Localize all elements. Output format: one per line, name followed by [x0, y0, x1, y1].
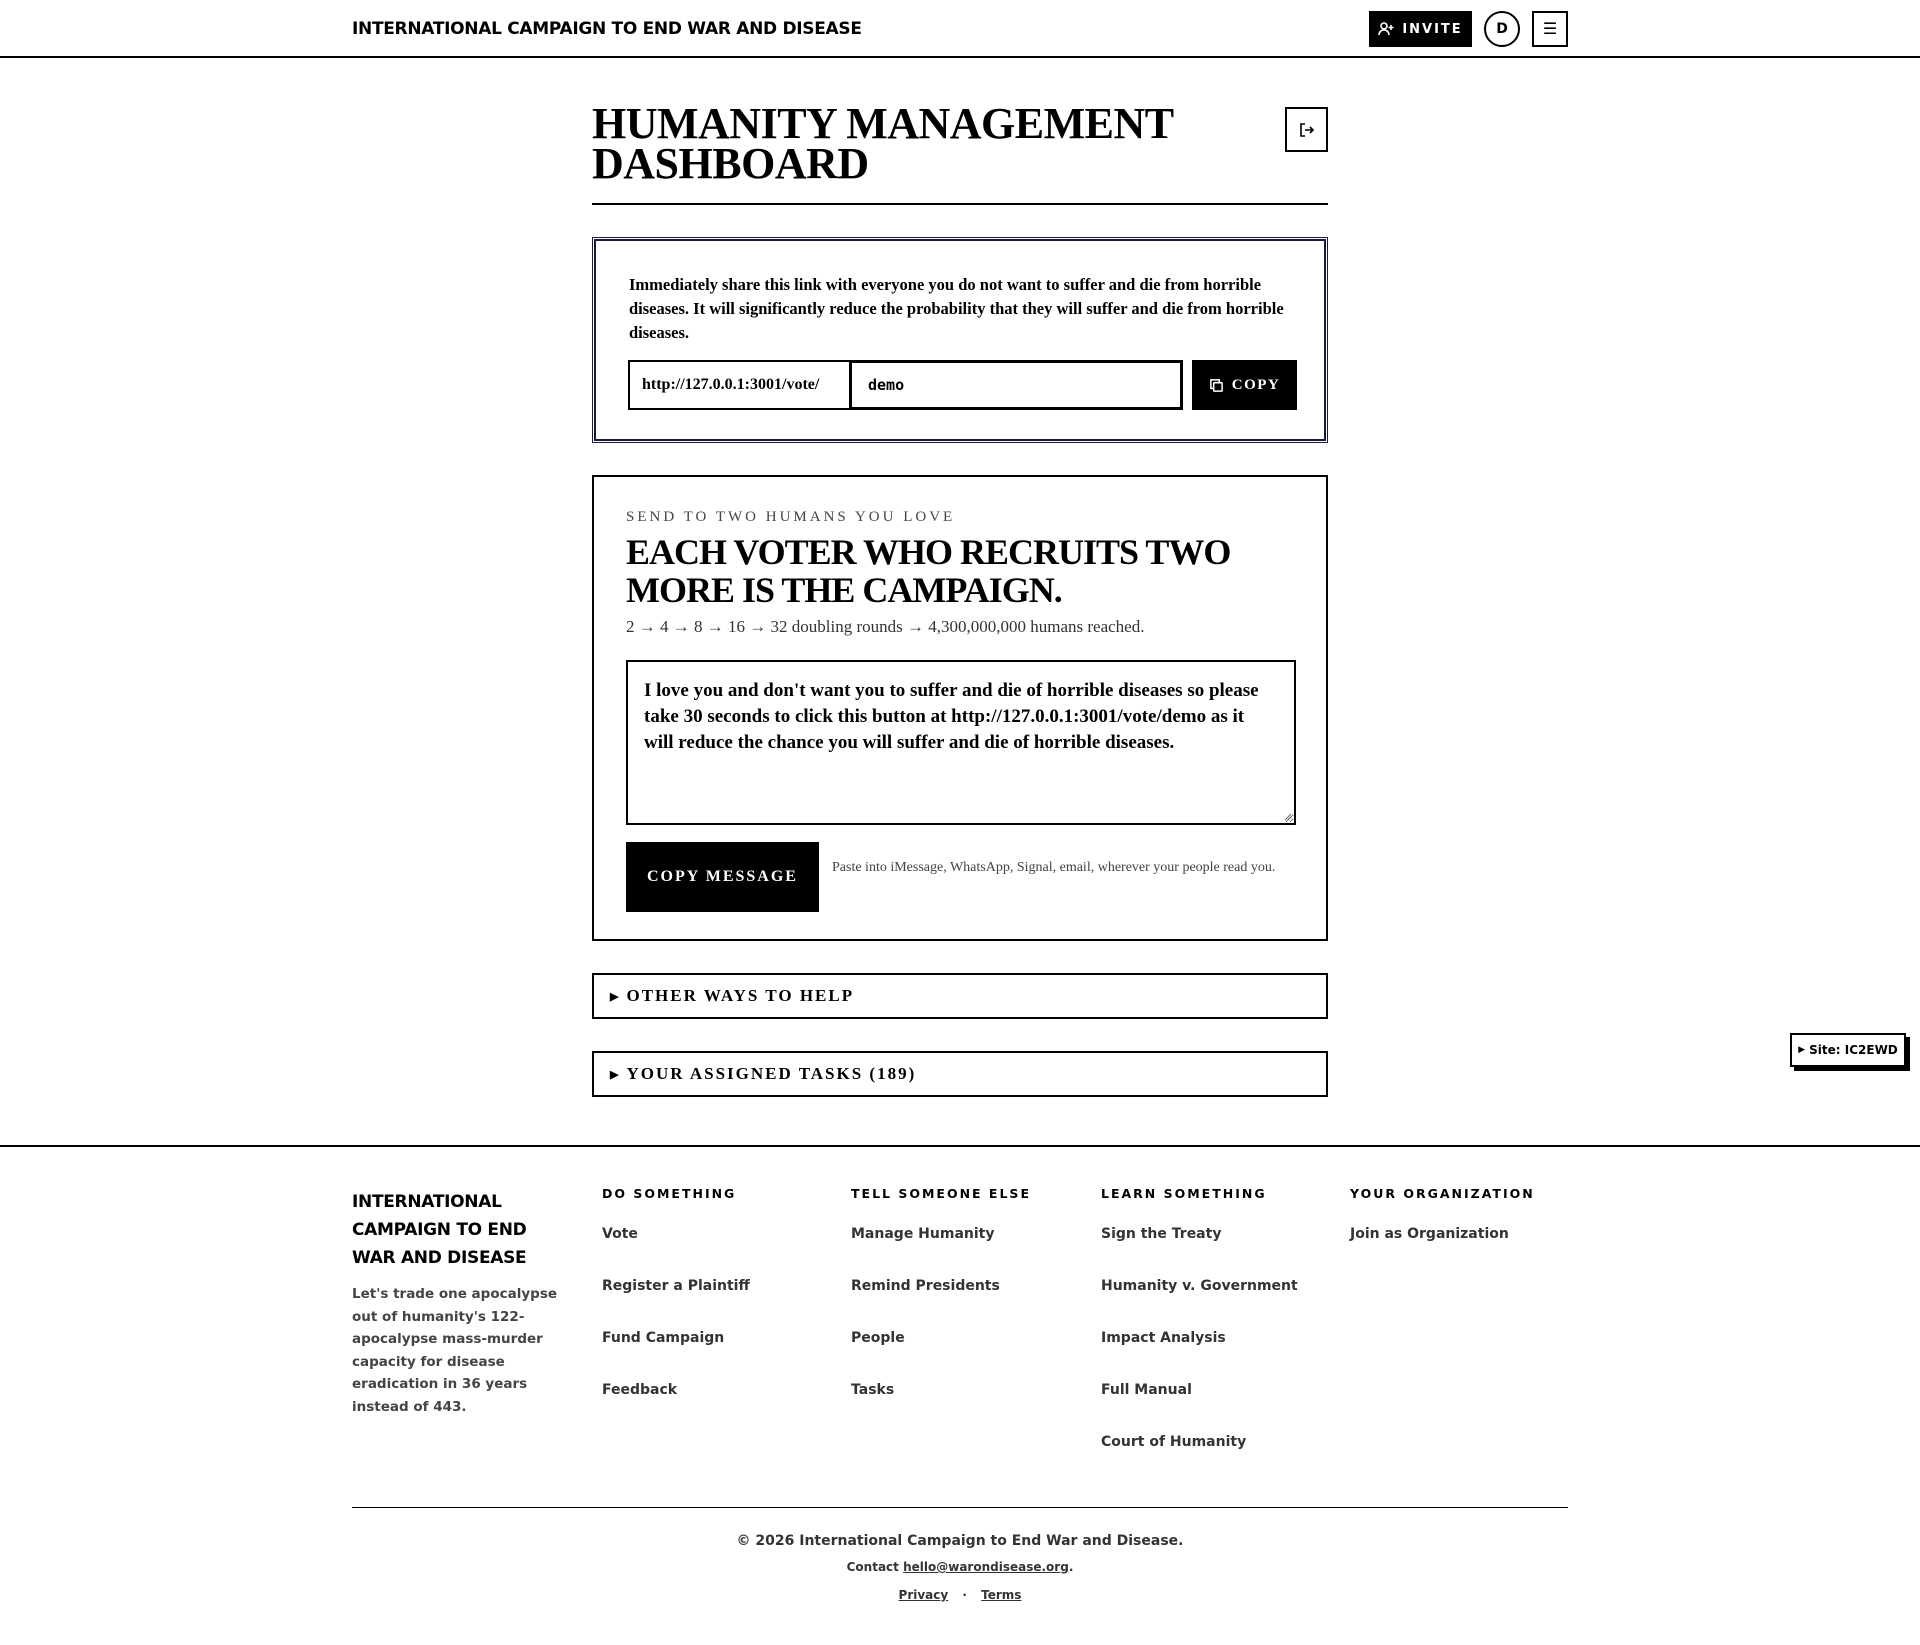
triangle-right-icon: ▶ — [610, 1068, 619, 1081]
vote-slug-input[interactable] — [849, 360, 1183, 410]
footer-link-full-manual[interactable]: Full Manual — [1101, 1382, 1192, 1398]
hamburger-menu-button[interactable] — [1532, 11, 1568, 47]
doubling-rounds-text: 2 → 4 → 8 → 16 → 32 doubling rounds → 4,300,000,000 humans reached. — [626, 617, 1145, 636]
copy-label: COPY — [1231, 376, 1281, 393]
footer-link-sign-treaty[interactable]: Sign the Treaty — [1101, 1226, 1222, 1242]
footer-column-learn-something — [1101, 1186, 1298, 1485]
footer-link-register-plaintiff[interactable]: Register a Plaintiff — [602, 1278, 750, 1294]
recruit-card — [592, 475, 1328, 941]
footer-divider — [0, 1145, 1920, 1147]
copy-icon — [1209, 378, 1224, 393]
assigned-tasks-accordion[interactable] — [592, 1051, 1328, 1097]
contact-suffix: . — [1068, 1560, 1074, 1574]
footer-link-join-organization[interactable]: Join as Organization — [1350, 1226, 1509, 1242]
logout-icon — [1299, 122, 1315, 138]
footer-column-heading: DO SOMETHING — [602, 1186, 737, 1201]
copy-message-button[interactable]: COPY MESSAGE — [626, 842, 819, 912]
triangle-right-icon: ▶ — [610, 990, 619, 1003]
brand-title[interactable]: INTERNATIONAL CAMPAIGN TO END WAR AND DISEASE — [352, 19, 862, 39]
site-badge[interactable] — [1790, 1033, 1906, 1067]
footer-link-people[interactable]: People — [851, 1330, 905, 1346]
footer-column-your-organization — [1350, 1186, 1535, 1277]
footer-link-manage-humanity[interactable]: Manage Humanity — [851, 1226, 995, 1242]
url-prefix: http://127.0.0.1:3001/vote/ — [628, 360, 851, 410]
footer-link-court-of-humanity[interactable]: Court of Humanity — [1101, 1434, 1247, 1450]
page-title: HUMANITY MANAGEMENT DASHBOARD — [592, 99, 1173, 188]
resize-grip-icon[interactable] — [1282, 811, 1292, 821]
contact-prefix: Contact — [846, 1560, 899, 1574]
menu-icon: ☰ — [1542, 21, 1558, 38]
footer-column-heading: TELL SOMEONE ELSE — [851, 1186, 1031, 1201]
invite-label: INVITE — [1402, 21, 1463, 37]
other-ways-to-help-accordion[interactable] — [592, 973, 1328, 1019]
footer-link-remind-presidents[interactable]: Remind Presidents — [851, 1278, 1000, 1294]
share-link-card — [592, 237, 1328, 443]
recruit-eyebrow: SEND TO TWO HUMANS YOU LOVE — [626, 509, 956, 525]
footer-column-heading: YOUR ORGANIZATION — [1350, 1186, 1535, 1201]
message-textarea[interactable] — [626, 660, 1296, 825]
accordion-label: YOUR ASSIGNED TASKS (189) — [626, 1064, 917, 1083]
footer-brand: INTERNATIONAL CAMPAIGN TO END WAR AND DISEASE — [352, 1192, 527, 1268]
copy-link-button[interactable] — [1192, 360, 1297, 410]
title-divider — [592, 203, 1328, 205]
footer-link-fund-campaign[interactable]: Fund Campaign — [602, 1330, 725, 1346]
avatar[interactable]: D — [1484, 11, 1520, 47]
footer-link-vote[interactable]: Vote — [602, 1226, 638, 1242]
add-user-icon — [1378, 21, 1394, 37]
footer-link-impact-analysis[interactable]: Impact Analysis — [1101, 1330, 1226, 1346]
contact-email-link[interactable]: hello@warondisease.org — [903, 1560, 1069, 1574]
accordion-label: OTHER WAYS TO HELP — [626, 986, 855, 1005]
legal-links — [0, 1588, 1920, 1602]
footer-link-humanity-v-government[interactable]: Humanity v. Government — [1101, 1278, 1298, 1294]
copyright: © 2026 International Campaign to End War and Disease. — [736, 1533, 1184, 1549]
site-badge-label: Site: IC2EWD — [1809, 1043, 1898, 1057]
paste-hint: Paste into iMessage, WhatsApp, Signal, email, wherever your people read you. — [832, 860, 1276, 875]
footer-column-heading: LEARN SOMETHING — [1101, 1186, 1267, 1201]
footer-bottom-divider — [352, 1507, 1568, 1508]
footer-link-tasks[interactable]: Tasks — [851, 1382, 895, 1398]
logout-button[interactable] — [1285, 107, 1328, 152]
legal-separator: · — [962, 1588, 967, 1602]
footer-tagline: Let's trade one apocalypse out of humanity's 122-apocalypse mass-murder capacity for disease eradication in 36 years instead of 443. — [352, 1286, 558, 1415]
invite-button[interactable] — [1369, 11, 1472, 47]
privacy-link[interactable]: Privacy — [898, 1588, 949, 1602]
contact-line — [0, 1560, 1920, 1574]
share-instructions: Immediately share this link with everyone you do not want to suffer and die from horrible diseases. It will significantly reduce the probability that they will suffer and die from horrible diseases. — [629, 275, 1284, 342]
footer-column-do-something — [602, 1186, 750, 1433]
footer-link-feedback[interactable]: Feedback — [602, 1382, 678, 1398]
top-navbar — [0, 0, 1920, 58]
message-text: I love you and don't want you to suffer and die of horrible diseases so please take 30 seconds to click this button at http://127.0.0.1:3001/vote/demo as it will reduce the chance you will suffer and die of horrible diseases. — [644, 680, 1259, 753]
footer-column-tell-someone — [851, 1186, 1031, 1433]
triangle-right-icon: ▶ — [1798, 1045, 1806, 1055]
terms-link[interactable]: Terms — [981, 1588, 1022, 1602]
recruit-headline: EACH VOTER WHO RECRUITS TWO MORE IS THE CAMPAIGN. — [626, 532, 1231, 610]
